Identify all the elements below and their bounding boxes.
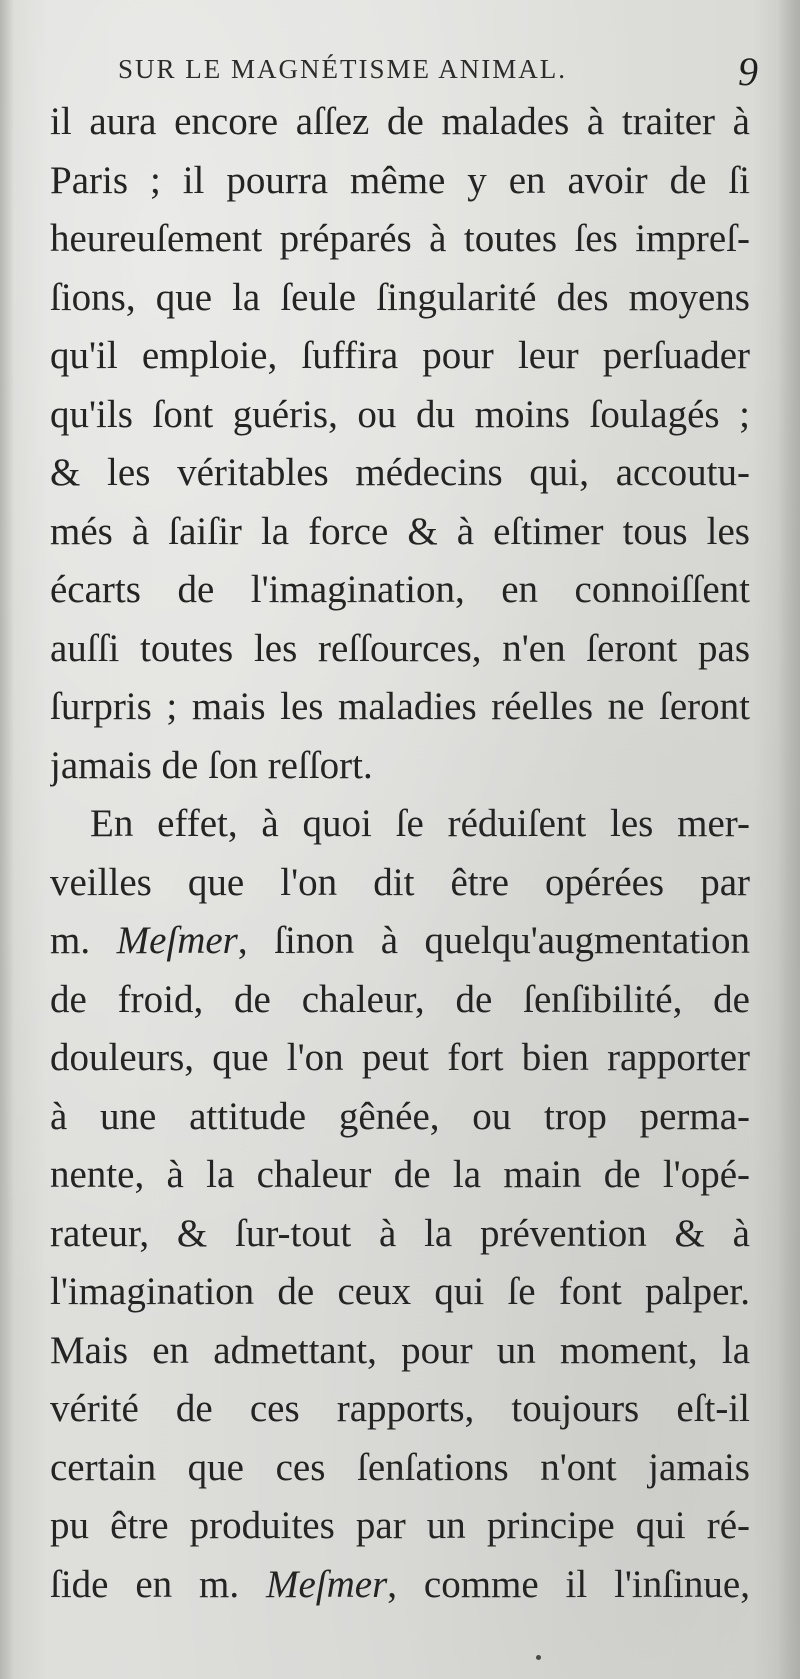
text-line	[50, 912, 750, 971]
text-segment: & les véritables médecins qui, accoutu-	[50, 451, 750, 494]
text-segment: veilles que l'on dit être opérées par	[50, 860, 750, 904]
text-segment: douleurs, que l'on peut fort bien rapporter	[50, 1036, 750, 1079]
text-segment: Mais en admettant, pour un moment, la	[50, 1328, 750, 1372]
text-line	[50, 678, 750, 737]
text-segment: vérité de ces rapports, toujours eſt-il	[50, 1387, 750, 1430]
text-segment: de froid, de chaleur, de ſenſibilité, de	[50, 977, 750, 1021]
text-segment: il aura encore aſſez de malades à traiter à	[50, 100, 750, 143]
text-line	[50, 1263, 750, 1322]
page-header	[118, 48, 758, 92]
text-segment: pu être produites par un principe qui ré-	[50, 1504, 750, 1547]
text-line	[50, 561, 750, 620]
text-line	[50, 795, 750, 854]
page-edge-left	[0, 0, 14, 1679]
text-line	[50, 1088, 750, 1147]
text-segment: , comme il l'inſinue,	[387, 1562, 750, 1606]
text-segment: jamais de ſon reſſort.	[50, 743, 373, 787]
text-segment: ſide en m.	[50, 1562, 266, 1606]
text-segment: ſurpris ; mais les maladies réelles ne ſeront	[50, 685, 750, 728]
text-line	[50, 1146, 750, 1205]
text-segment: En effet, à quoi ſe réduiſent les mer-	[90, 802, 750, 845]
text-line	[50, 93, 750, 152]
text-segment: més à ſaiſir la force & à eſtimer tous les	[50, 509, 750, 553]
page-number: 9	[738, 49, 758, 94]
text-line	[50, 503, 750, 562]
text-line	[50, 386, 750, 445]
text-line	[50, 327, 750, 386]
text-segment: écarts de l'imagination, en connoiſſent	[50, 568, 750, 611]
text-segment: ſions, que la ſeule ſingularité des moyens	[50, 275, 750, 319]
text-line	[50, 620, 750, 679]
text-line	[50, 210, 750, 269]
text-line	[50, 1439, 750, 1498]
body-text	[50, 93, 750, 1614]
text-segment: à une attitude gênée, ou trop perma-	[50, 1094, 750, 1138]
text-line	[50, 737, 750, 796]
text-line	[50, 444, 750, 503]
text-segment: l'imagination de ceux qui ſe font palper.	[50, 1270, 750, 1313]
text-line	[50, 971, 750, 1030]
page-edge-right	[778, 0, 800, 1679]
text-segment: m.	[50, 919, 117, 962]
text-segment: certain que ces ſenſations n'ont jamais	[50, 1445, 750, 1489]
running-title: SUR LE MAGNÉTISME ANIMAL.	[118, 54, 568, 84]
text-segment: qu'il emploie, ſuffira pour leur perſuader	[50, 334, 750, 377]
text-segment: heureuſement préparés à toutes ſes impreſ-	[50, 217, 750, 260]
text-line	[50, 1029, 750, 1088]
text-line	[50, 1205, 750, 1264]
text-segment: nente, à la chaleur de la main de l'opé-	[50, 1153, 750, 1196]
text-line	[50, 1322, 750, 1381]
paper-speck	[536, 1655, 541, 1660]
text-segment: rateur, & ſur-tout à la prévention & à	[50, 1211, 750, 1255]
italic-name: Meſmer	[265, 1562, 388, 1606]
italic-name: Meſmer	[116, 919, 238, 962]
text-segment: qu'ils ſont guéris, ou du moins ſoulagés ;	[50, 392, 750, 436]
text-line	[50, 1556, 750, 1615]
text-line	[50, 1380, 750, 1439]
text-line	[50, 152, 750, 211]
text-line	[50, 269, 750, 328]
text-line	[50, 854, 750, 913]
text-segment: Paris ; il pourra même y en avoir de ſi	[50, 158, 750, 202]
text-segment: auſſi toutes les reſſources, n'en ſeront pas	[50, 626, 750, 670]
text-line	[50, 1497, 750, 1556]
text-segment: , ſinon à quelqu'augmentation	[237, 919, 750, 962]
